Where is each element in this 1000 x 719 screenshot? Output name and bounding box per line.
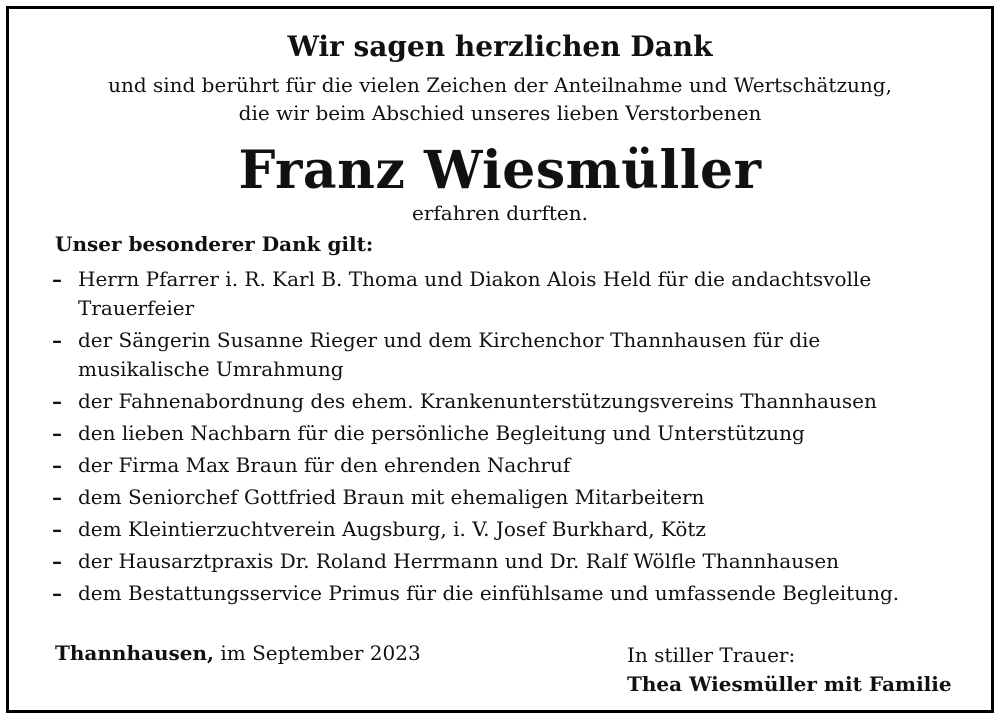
place-and-date [55, 641, 421, 665]
family-signature: Thea Wiesmüller mit Familie [627, 672, 952, 696]
deceased-name: Franz Wiesmüller [238, 140, 762, 201]
intro-line-2: die wir beim Abschied unseres lieben Verstorbenen [238, 101, 762, 125]
dash-bullet: – [52, 453, 62, 477]
list-item-text: der Fahnenabordnung des ehem. Krankenunterstützungsvereins Thannhausen [78, 389, 877, 413]
list-item [52, 579, 978, 608]
list-item-text: Herrn Pfarrer i. R. Karl B. Thoma und Diakon Alois Held für die andachtsvolle [78, 267, 872, 291]
place: Thannhausen, [55, 641, 214, 665]
mourning-phrase: In stiller Trauer: [627, 643, 796, 667]
intro-line-3: erfahren durften. [412, 201, 588, 225]
list-item-text: der Sängerin Susanne Rieger und dem Kirchenchor Thannhausen für die [78, 328, 821, 352]
list-item-text: dem Bestattungsservice Primus für die einfühlsame und umfassende Begleitung. [78, 581, 900, 605]
list-item [52, 515, 978, 544]
thanks-list [52, 265, 978, 611]
thanks-intro: Unser besonderer Dank gilt: [55, 232, 374, 256]
dash-bullet: – [52, 549, 62, 573]
dash-bullet: – [52, 267, 62, 291]
list-item-text-continued: musikalische Umrahmung [78, 357, 344, 381]
date: im September 2023 [214, 641, 421, 665]
dash-bullet: – [52, 389, 62, 413]
list-item [52, 387, 978, 416]
signature-block [627, 641, 952, 699]
list-item-text: der Hausarztpraxis Dr. Roland Herrmann und Dr. Ralf Wölfle Thannhausen [78, 549, 840, 573]
dash-bullet: – [52, 485, 62, 509]
list-item [52, 265, 978, 323]
list-item [52, 419, 978, 448]
list-item-text: dem Kleintierzuchtverein Augsburg, i. V. Josef Burkhard, Kötz [78, 517, 706, 541]
dash-bullet: – [52, 328, 62, 352]
list-item [52, 483, 978, 512]
list-item [52, 547, 978, 576]
dash-bullet: – [52, 421, 62, 445]
list-item-text: den lieben Nachbarn für die persönliche Begleitung und Unterstützung [78, 421, 805, 445]
headline: Wir sagen herzlichen Dank [287, 30, 713, 63]
intro-line-1: und sind berührt für die vielen Zeichen der Anteilnahme und Wertschätzung, [108, 73, 892, 97]
list-item [52, 326, 978, 384]
list-item-text: der Firma Max Braun für den ehrenden Nachruf [78, 453, 571, 477]
list-item [52, 451, 978, 480]
dash-bullet: – [52, 581, 62, 605]
dash-bullet: – [52, 517, 62, 541]
list-item-text-continued: Trauerfeier [78, 296, 195, 320]
list-item-text: dem Seniorchef Gottfried Braun mit ehemaligen Mitarbeitern [78, 485, 705, 509]
